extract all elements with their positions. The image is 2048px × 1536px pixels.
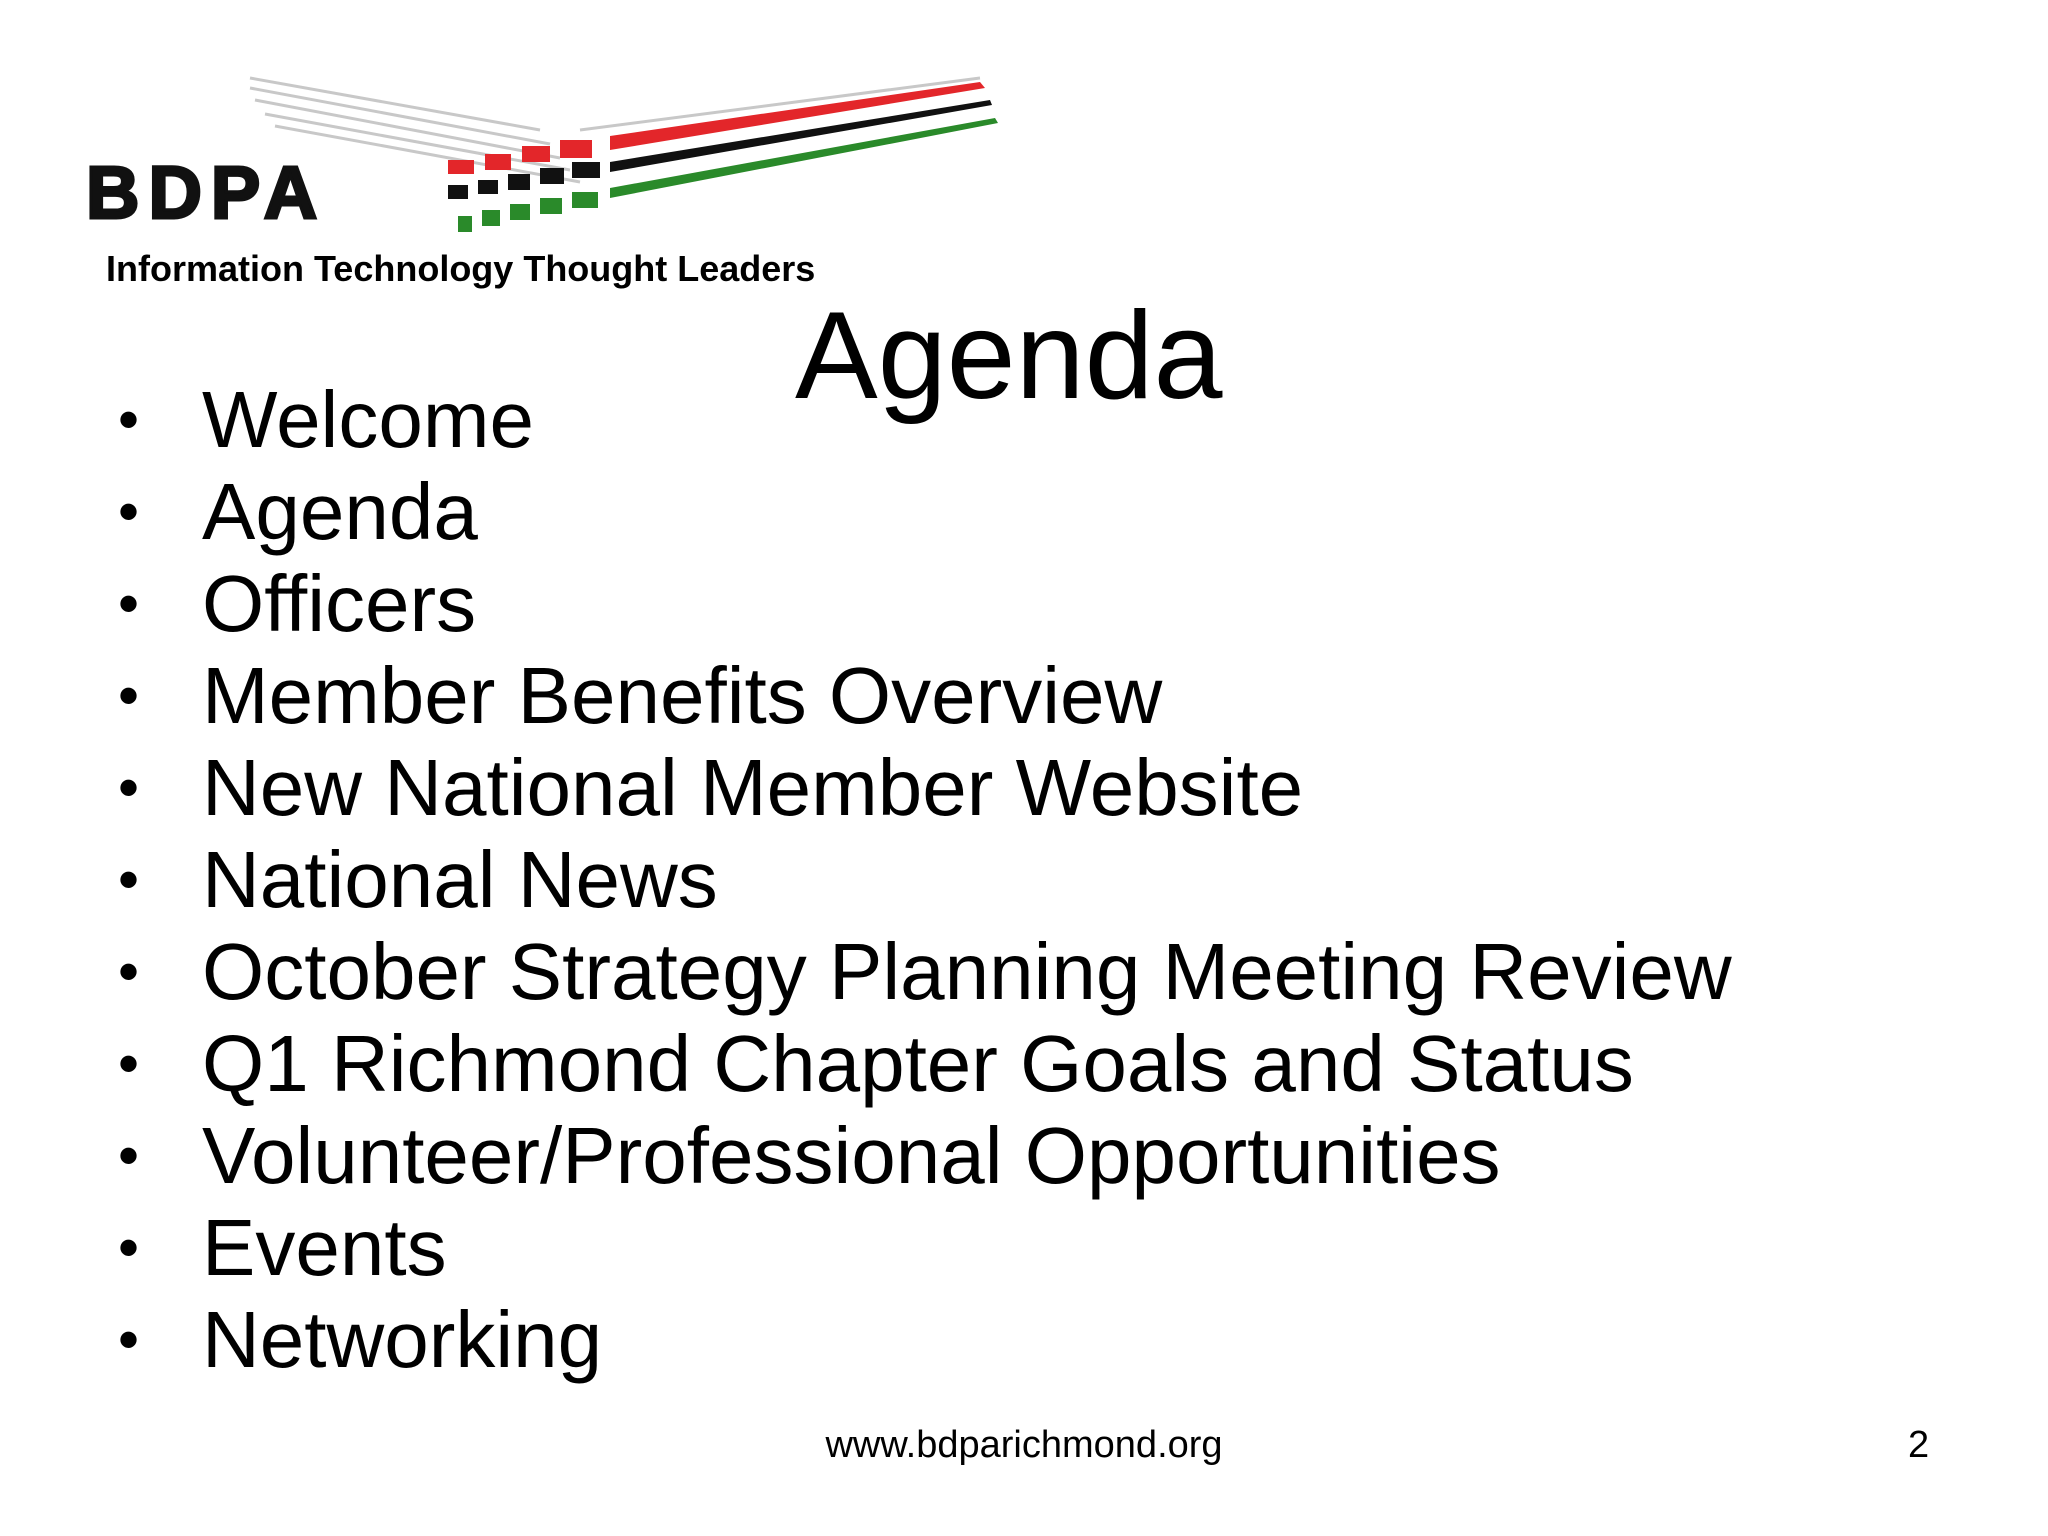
agenda-item-text: New National Member Website [202, 743, 1304, 832]
agenda-item-text: Volunteer/Professional Opportunities [202, 1111, 1501, 1200]
bullet-icon: • [118, 1122, 140, 1189]
bullet-icon: • [118, 1030, 140, 1097]
agenda-item-text: Welcome [202, 375, 534, 464]
agenda-item-text: Member Benefits Overview [202, 651, 1163, 740]
logo-green-blocks [458, 192, 598, 232]
bullet-icon: • [118, 1306, 140, 1373]
bullet-icon: • [118, 846, 140, 913]
agenda-item-text: National News [202, 835, 718, 924]
agenda-item-text: Agenda [202, 467, 478, 556]
bullet-icon: • [118, 938, 140, 1005]
slide-title: Agenda [795, 287, 1223, 425]
agenda-item-text: Events [202, 1203, 447, 1292]
bullet-icon: • [118, 386, 140, 453]
agenda-item-text: Officers [202, 559, 477, 648]
page-number: 2 [1908, 1424, 1930, 1466]
logo-tagline: Information Technology Thought Leaders [106, 248, 816, 289]
bullet-icon: • [118, 1214, 140, 1281]
bdpa-logo [80, 70, 1020, 250]
logo-wordmark: BDPA [86, 151, 327, 234]
agenda-item-text: October Strategy Planning Meeting Review [202, 927, 1732, 1016]
bullet-icon: • [118, 478, 140, 545]
bullet-icon: • [118, 570, 140, 637]
bullet-icon: • [118, 662, 140, 729]
agenda-item-text: Q1 Richmond Chapter Goals and Status [202, 1019, 1634, 1108]
logo-red-blocks [448, 140, 592, 174]
agenda-item-text: Networking [202, 1295, 603, 1384]
footer-url: www.bdparichmond.org [825, 1424, 1223, 1466]
bullet-icon: • [118, 754, 140, 821]
